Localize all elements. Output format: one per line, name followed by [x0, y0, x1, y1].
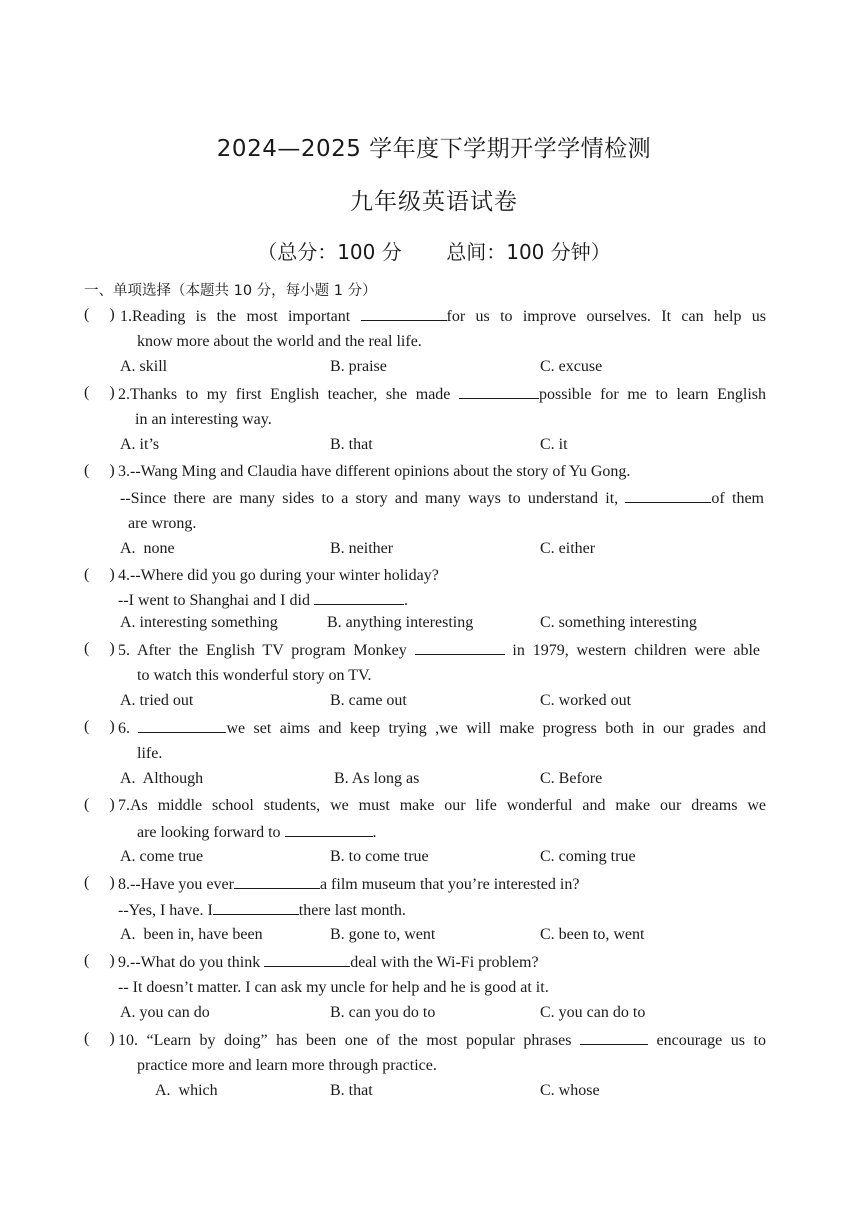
- option-a[interactable]: A. tried out: [120, 692, 194, 709]
- answer-bracket[interactable]: ( ): [84, 384, 115, 401]
- question-line: in an interesting way.: [135, 411, 272, 428]
- option-a[interactable]: A. which: [155, 1082, 218, 1099]
- option-b[interactable]: B. that: [330, 436, 373, 453]
- question-line: --Since there are many sides to a story and many ways to understand it, of them: [120, 490, 764, 507]
- option-c[interactable]: C. coming true: [540, 848, 636, 865]
- score-time-line: （总分：100 分 总间：100 分钟）: [257, 240, 611, 264]
- exam-subtitle: 九年级英语试卷: [350, 189, 518, 215]
- answer-blank[interactable]: [415, 640, 505, 655]
- answer-blank[interactable]: [234, 874, 320, 889]
- answer-bracket[interactable]: ( ): [84, 566, 115, 583]
- answer-blank[interactable]: [264, 952, 350, 967]
- option-c[interactable]: C. been to, went: [540, 926, 645, 943]
- question-line: know more about the world and the real life.: [137, 333, 422, 350]
- answer-bracket[interactable]: ( ): [84, 796, 115, 813]
- question-line: are looking forward to .: [137, 824, 377, 841]
- answer-bracket[interactable]: ( ): [84, 1030, 115, 1047]
- option-a[interactable]: A. it’s: [120, 436, 160, 453]
- question-line: --Yes, I have. I there last month.: [118, 902, 406, 919]
- option-b[interactable]: B. that: [330, 1082, 373, 1099]
- question-line: to watch this wonderful story on TV.: [137, 667, 372, 684]
- question-line: 3.--Wang Ming and Claudia have different opinions about the story of Yu Gong.: [118, 463, 631, 480]
- question-line: 4.--Where did you go during your winter holiday?: [118, 567, 439, 584]
- option-a[interactable]: A. interesting something: [120, 614, 278, 631]
- option-a[interactable]: A. been in, have been: [120, 926, 263, 943]
- option-a[interactable]: A. Although: [120, 770, 204, 787]
- answer-blank[interactable]: [213, 900, 299, 915]
- answer-bracket[interactable]: ( ): [84, 718, 115, 735]
- question-line: -- It doesn’t matter. I can ask my uncle for help and he is good at it.: [118, 979, 549, 996]
- option-c[interactable]: C. Before: [540, 770, 603, 787]
- option-c[interactable]: C. something interesting: [540, 614, 697, 631]
- option-a[interactable]: A. none: [120, 540, 175, 557]
- answer-blank[interactable]: [314, 590, 404, 605]
- option-b[interactable]: B. As long as: [334, 770, 420, 787]
- answer-blank[interactable]: [285, 822, 373, 837]
- option-b[interactable]: B. to come true: [330, 848, 429, 865]
- question-line: life.: [137, 745, 163, 762]
- answer-bracket[interactable]: ( ): [84, 462, 115, 479]
- answer-bracket[interactable]: ( ): [84, 640, 115, 657]
- answer-blank[interactable]: [459, 384, 539, 399]
- question-line: 5. After the English TV program Monkey in 1979, western children were able: [118, 642, 761, 659]
- option-c[interactable]: C. you can do to: [540, 1004, 646, 1021]
- option-c[interactable]: C. either: [540, 540, 596, 557]
- answer-blank[interactable]: [361, 306, 447, 321]
- question-line: 6. we set aims and keep trying ,we will make progress both in our grades and: [118, 720, 767, 737]
- question-line: 8.--Have you ever a film museum that you’re interested in?: [118, 876, 580, 893]
- option-a[interactable]: A. you can do: [120, 1004, 210, 1021]
- answer-bracket[interactable]: ( ): [84, 306, 115, 323]
- option-b[interactable]: B. can you do to: [330, 1004, 436, 1021]
- option-a[interactable]: A. skill: [120, 358, 168, 375]
- option-c[interactable]: C. worked out: [540, 692, 632, 709]
- option-c[interactable]: C. excuse: [540, 358, 603, 375]
- question-line: --I went to Shanghai and I did .: [118, 592, 408, 609]
- option-a[interactable]: A. come true: [120, 848, 204, 865]
- answer-bracket[interactable]: ( ): [84, 952, 115, 969]
- question-line: 7.As middle school students, we must make our life wonderful and make our dreams we: [118, 797, 766, 814]
- question-line: 1.Reading is the most important for us to improve ourselves. It can help us: [120, 308, 767, 325]
- section-heading: 一、单项选择（本题共 10 分，每小题 1 分）: [84, 283, 377, 299]
- option-c[interactable]: C. whose: [540, 1082, 600, 1099]
- question-line: 2.Thanks to my first English teacher, she made possible for me to learn English: [118, 386, 766, 403]
- question-line: practice more and learn more through practice.: [137, 1057, 437, 1074]
- question-line: are wrong.: [128, 515, 197, 532]
- option-b[interactable]: B. neither: [330, 540, 394, 557]
- option-b[interactable]: B. gone to, went: [330, 926, 436, 943]
- answer-bracket[interactable]: ( ): [84, 874, 115, 891]
- question-line: 9.--What do you think deal with the Wi-Fi problem?: [118, 954, 539, 971]
- answer-blank[interactable]: [138, 718, 226, 733]
- answer-blank[interactable]: [580, 1030, 648, 1045]
- question-line: 10. “Learn by doing” has been one of the most popular phrases encourage us to: [118, 1032, 767, 1049]
- option-c[interactable]: C. it: [540, 436, 568, 453]
- answer-blank[interactable]: [625, 488, 711, 503]
- option-b[interactable]: B. came out: [330, 692, 407, 709]
- option-b[interactable]: B. anything interesting: [327, 614, 474, 631]
- exam-title: 2024—2025 学年度下学期开学学情检测: [216, 136, 652, 162]
- option-b[interactable]: B. praise: [330, 358, 387, 375]
